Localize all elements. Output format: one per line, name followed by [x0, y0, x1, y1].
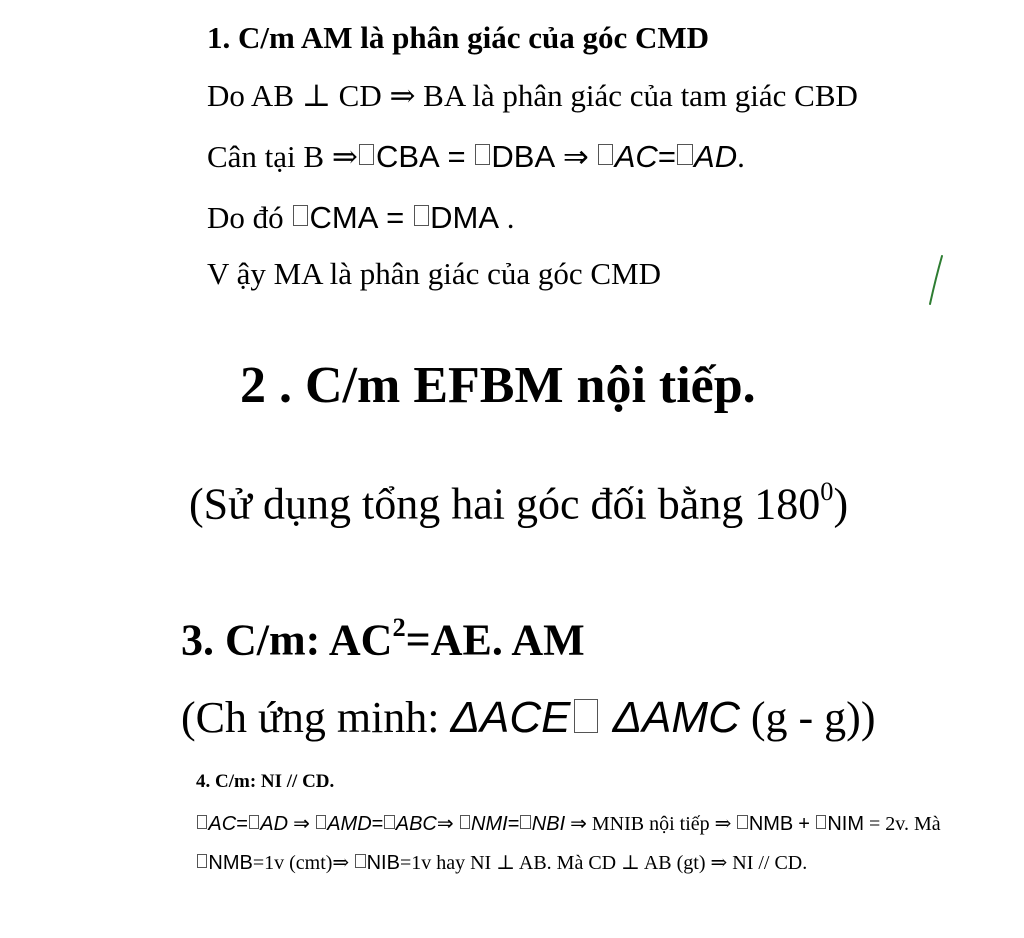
section4-line2-text1: =1v (cmt)⇒	[252, 852, 350, 874]
angle-placeholder-icon	[816, 815, 826, 829]
arc-ad: AD	[694, 139, 738, 174]
section3-note-prefix: (Ch ứng minh:	[181, 693, 440, 742]
line3-end: .	[506, 200, 515, 235]
angle-cma: CMA	[309, 200, 379, 235]
line2-prefix: Cân tại B ⇒	[207, 139, 358, 174]
section1-line2	[207, 141, 745, 172]
angle-placeholder-icon	[359, 144, 374, 165]
implies-arrow: ⇒	[436, 813, 454, 835]
section1-title: 1. C/m AM là phân giác của góc CMD	[207, 20, 710, 55]
arc-ad: AD	[260, 813, 289, 835]
angle-dma: DMA	[430, 200, 499, 235]
similar-symbol-icon	[574, 699, 598, 733]
section3-title-suffix: =AE. AM	[405, 615, 585, 665]
angle-placeholder-icon	[475, 144, 490, 165]
angle-placeholder-icon	[460, 815, 470, 829]
section4-title: 4. C/m: NI // CD.	[196, 771, 335, 792]
line3-prefix: Do đó	[207, 200, 284, 235]
section1-line1: Do AB ⊥ CD ⇒ BA là phân giác của tam giác CBD	[207, 78, 858, 113]
angle-nim: NIM	[827, 813, 865, 835]
section3-title	[181, 612, 585, 665]
angle-placeholder-icon	[520, 815, 530, 829]
equals-sign: =	[386, 200, 405, 235]
section2-title: 2 . C/m EFBM nội tiếp.	[240, 357, 756, 414]
angle-placeholder-icon	[197, 854, 207, 868]
triangle-ace: ΔACE	[450, 693, 571, 742]
section3-title-sup: 2	[392, 612, 406, 642]
equals-sign: =	[371, 813, 384, 835]
angle-abc: ABC	[395, 813, 437, 835]
implies-arrow: ⇒	[570, 813, 587, 835]
section2-note-suffix: )	[833, 479, 849, 529]
section3-note-suffix: (g - g))	[750, 693, 876, 742]
section3-title-prefix: 3. C/m: AC	[181, 615, 393, 665]
angle-placeholder-icon	[384, 815, 394, 829]
arc-ac: AC	[614, 139, 658, 174]
angle-nbi: NBI	[531, 813, 566, 835]
section2-note-prefix: (Sử dụng tổng hai góc đối bằng 180	[189, 479, 821, 529]
angle-cba: CBA	[375, 139, 440, 174]
equals-sign: =	[507, 813, 520, 835]
angle-nmb: NMB	[748, 813, 794, 835]
arc-ac: AC	[208, 813, 237, 835]
angle-dba: DBA	[491, 139, 556, 174]
angle-nib: NIB	[366, 852, 400, 874]
section1-line4: V ậy MA là phân giác của góc CMD	[207, 256, 661, 291]
section3-note	[181, 693, 876, 742]
angle-placeholder-icon	[737, 815, 747, 829]
arc-placeholder-icon	[677, 144, 692, 165]
angle-placeholder-icon	[414, 205, 429, 226]
equals-sign: =	[447, 139, 466, 174]
line2-end: .	[737, 139, 745, 174]
implies-arrow: ⇒	[562, 139, 589, 174]
triangle-amc: ΔAMC	[612, 693, 740, 742]
angle-nmb: NMB	[208, 852, 253, 874]
angle-amd: AMD	[327, 813, 372, 835]
angle-placeholder-icon	[293, 205, 308, 226]
arc-placeholder-icon	[249, 815, 259, 829]
section4-line1-text2: = 2v. Mà	[869, 813, 941, 835]
section4-line1	[196, 814, 941, 834]
angle-placeholder-icon	[355, 854, 365, 868]
angle-nmi: NMI	[471, 813, 508, 835]
arc-placeholder-icon	[197, 815, 207, 829]
angle-placeholder-icon	[316, 815, 326, 829]
arc-placeholder-icon	[598, 144, 613, 165]
implies-arrow: ⇒	[293, 813, 310, 835]
plus-sign: +	[798, 813, 810, 835]
section4-line2	[196, 853, 807, 873]
section4-line1-text1: MNIB nội tiếp ⇒	[591, 813, 732, 835]
equals-sign: =	[236, 813, 248, 835]
section4-line2-text2: =1v hay NI ⊥ AB. Mà CD ⊥ AB (gt) ⇒ NI // CD.	[399, 852, 808, 874]
check-mark-icon	[922, 252, 948, 308]
equals-sign: =	[657, 139, 676, 174]
section2-note-sup: 0	[820, 476, 834, 506]
section2-note	[189, 476, 849, 529]
section1-line3	[207, 202, 515, 233]
